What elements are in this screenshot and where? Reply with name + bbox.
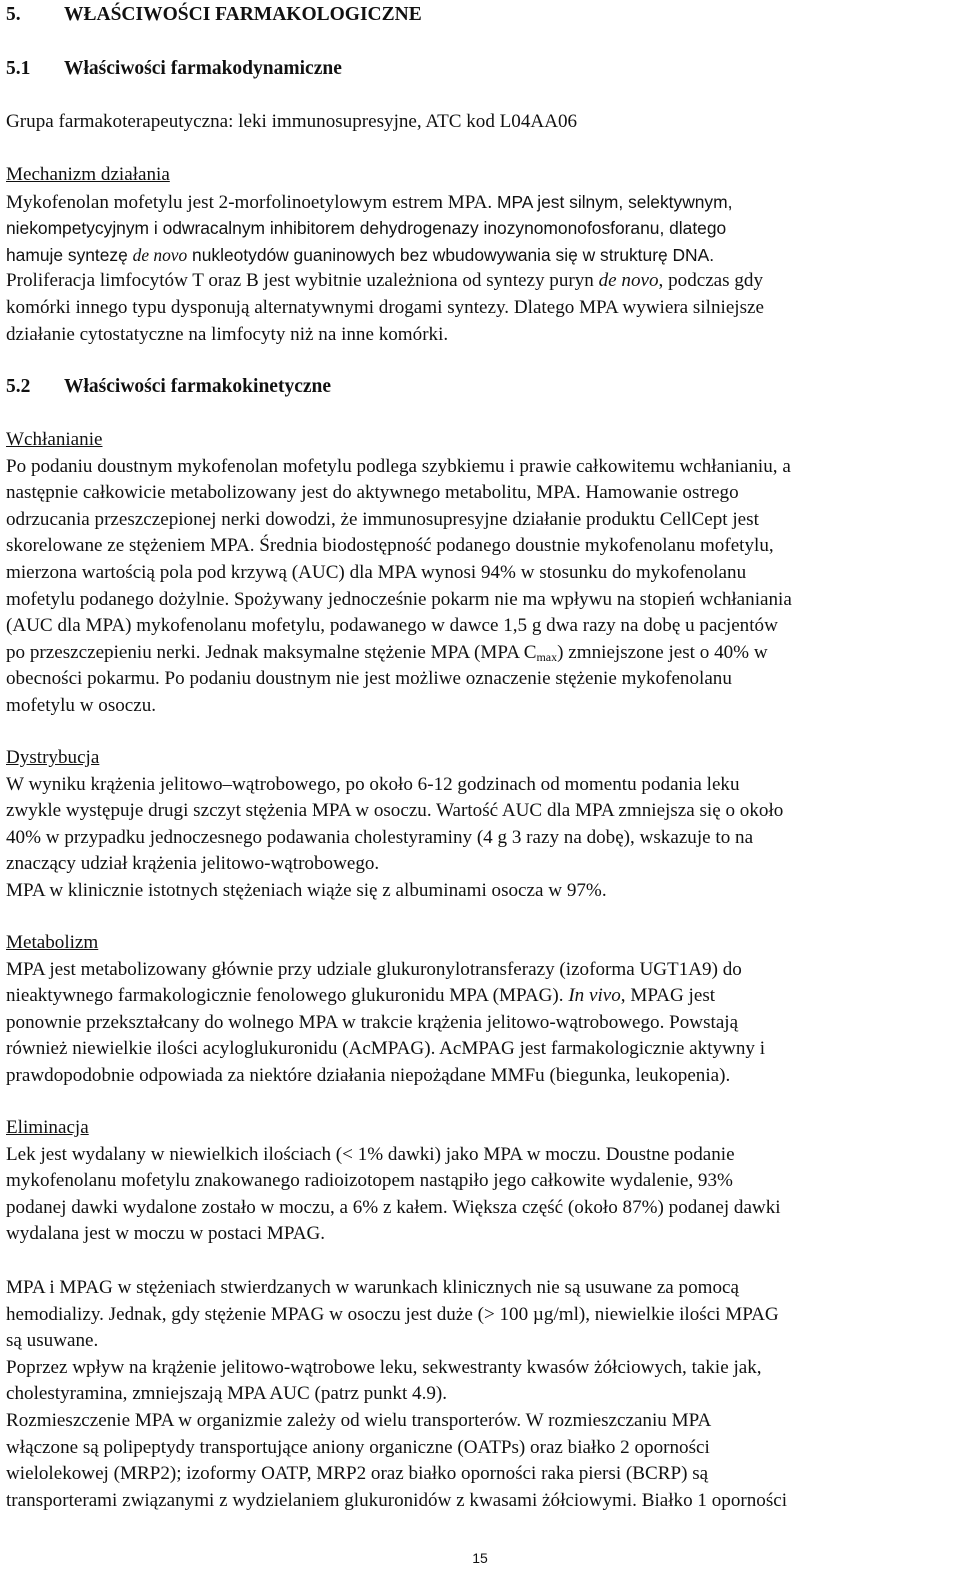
metabolism-line-1: MPA jest metabolizowany głównie przy udziale glukuronylotransferazy (izoforma UGT1A9) do [6, 958, 742, 980]
elimination-line-3: podanej dawki wydalone zostało w moczu, a 6% z kałem. Większa część (około 87%) podanej dawki [6, 1196, 781, 1218]
absorption-line-4: skorelowane ze stężeniem MPA. Średnia biodostępność podanego doustnie mykofenolanu mofetylu, [6, 535, 774, 557]
elimination-line-7: są usuwane. [6, 1330, 99, 1352]
elimination-line-9: cholestyramina, zmniejszają MPA AUC (patrz punkt 4.9). [6, 1383, 448, 1405]
mechanism-line-6: działanie cytostatyczne na limfocyty niż na inne komórki. [6, 323, 449, 345]
absorption-line-8: po przeszczepieniu nerki. Jednak maksymalne stężenie MPA (MPA $C_{max}$) zmniejszone jest o 40% w [6, 641, 768, 664]
elimination-line-11: włączone są polipeptydy transportujące aniony organiczne (OATPs) oraz białko 2 oporności [6, 1436, 710, 1458]
absorption-line-5: mierzona wartością pola pod krzywą (AUC) dla MPA wynosi 94% w stosunku do mykofenolanu [6, 561, 747, 583]
metabolism-section [6, 930, 954, 1090]
elimination-line-6: hemodializy. Jednak, gdy stężenie MPAG w osoczu jest duże (> 100 µg/ml), niewielkie ilości MPAG [6, 1303, 779, 1325]
elimination-line-2: mykofenolanu mofetylu znakowanego radioizotopem nastąpiło jego całkowite wydalenie, 93% [6, 1170, 733, 1192]
elimination-section [6, 1115, 954, 1248]
mechanism-heading: Mechanizm działania [6, 164, 170, 185]
distribution-line-1: W wyniku krążenia jelitowo–wątrobowego, po około 6-12 godzinach od momentu podania leku [6, 773, 740, 795]
section-5-2-number: 5.2 [6, 376, 31, 397]
elimination-continued [6, 1275, 954, 1514]
section-5-1-title: Właściwości farmakodynamiczne [64, 58, 342, 79]
elimination-line-4: wydalana jest w moczu w postaci MPAG. [6, 1223, 326, 1245]
absorption-line-10: mofetylu w osoczu. [6, 694, 157, 716]
metabolism-line-4: również niewielkie ilości acyloglukuronidu (AcMPAG). AcMPAG jest farmakologicznie aktywny i [6, 1038, 766, 1060]
elimination-line-8: Poprzez wpływ na krążenie jelitowo-wątrobowe leku, sekwestranty kwasów żółciowych, takie jak, [6, 1356, 762, 1378]
elimination-line-10: Rozmieszczenie MPA w organizmie zależy od wielu transporterów. W rozmieszczaniu MPA [6, 1409, 712, 1431]
section-5-1-heading [6, 56, 342, 83]
elimination-line-12: wielolekowej (MRP2); izoformy OATP, MRP2 oraz białko oporności raka piersi (BCRP) są [6, 1463, 709, 1485]
mechanism-line-1: Mykofenolan mofetylu jest 2-morfolinoetylowym estrem MPA. MPA jest silnym, selektywnym, [6, 191, 733, 213]
absorption-line-9: obecności pokarmu. Po podaniu doustnym nie jest możliwe oznaczenie stężenie mykofenolanu [6, 668, 732, 690]
metabolism-line-2: nieaktywnego farmakologicznie fenolowego glukuronidu MPA (MPAG). In vivo, MPAG jest [6, 985, 716, 1007]
mechanism-line-4: Proliferacja limfocytów T oraz B jest wybitnie uzależniona od syntezy puryn de novo, podczas gdy [6, 270, 764, 292]
elimination-heading: Eliminacja [6, 1117, 89, 1138]
mechanism-line-3: hamuje syntezę de novo nukleotydów guaninowych bez wbudowywania się w strukturę DNA. [6, 244, 715, 265]
absorption-line-1: Po podaniu doustnym mykofenolan mofetylu podlega szybkiemu i prawie całkowitemu wchłanianiu, a [6, 455, 791, 477]
section-5-heading [6, 2, 422, 29]
elimination-line-5: MPA i MPAG w stężeniach stwierdzanych w warunkach klinicznych nie są usuwane za pomocą [6, 1277, 739, 1298]
absorption-line-6: mofetylu podanego dożylnie. Spożywany jednocześnie pokarm nie ma wpływu na stopień wchłaniania [6, 588, 792, 610]
section-5-2-title: Właściwości farmakokinetyczne [64, 376, 332, 397]
elimination-line-1: Lek jest wydalany w niewielkich ilościach (< 1% dawki) jako MPA w moczu. Doustne podanie [6, 1143, 735, 1165]
absorption-line-7: (AUC dla MPA) mykofenolanu mofetylu, podawanego w dawce 1,5 g dwa razy na dobę u pacjentów [6, 615, 778, 637]
mechanism-line-2: niekompetycyjnym i odwracalnym inhibitorem dehydrogenazy inozynomonofosforanu, dlatego [6, 218, 727, 239]
distribution-line-2: zwykle występuje drugi szczyt stężenia MPA w osoczu. Wartość AUC dla MPA zmniejsza się o około [6, 800, 784, 822]
metabolism-line-5: prawdopodobnie odpowiada za niektóre działania niepożądane MMFu (biegunka, leukopenia). [6, 1064, 731, 1086]
absorption-section [6, 427, 954, 720]
distribution-section [6, 745, 954, 905]
section-5-number: 5. [6, 4, 21, 25]
distribution-line-5: MPA w klinicznie istotnych stężeniach wiąże się z albuminami osocza w 97%. [6, 879, 607, 901]
pharmacotherapeutic-group [6, 109, 954, 136]
distribution-line-4: znaczący udział krążenia jelitowo-wątrobowego. [6, 853, 380, 875]
mechanism-section [6, 162, 954, 348]
mechanism-line-5: komórki innego typu dysponują alternatywnymi drogami syntezy. Dlatego MPA wywiera silniejsze [6, 296, 764, 318]
distribution-heading: Dystrybucja [6, 747, 100, 768]
section-5-2-heading [6, 374, 331, 401]
section-5-title: WŁAŚCIWOŚCI FARMAKOLOGICZNE [64, 4, 422, 25]
absorption-heading: Wchłanianie [6, 429, 103, 450]
group-line: Grupa farmakoterapeutyczna: leki immunosupresyjne, ATC kod L04AA06 [6, 111, 578, 132]
metabolism-heading: Metabolizm [6, 932, 99, 953]
section-5-1-number: 5.1 [6, 58, 31, 79]
metabolism-line-3: ponownie przekształcany do wolnego MPA w trakcie krążenia jelitowo-wątrobowego. Powstają [6, 1011, 739, 1033]
absorption-line-3: odrzucania przeszczepionej nerki dowodzi, że immunosupresyjne działanie produktu CellCept jest [6, 508, 759, 530]
absorption-line-2: następnie całkowicie metabolizowany jest do aktywnego metabolitu, MPA. Hamowanie ostrego [6, 482, 739, 504]
page-number: 15 [472, 1550, 488, 1566]
elimination-line-13: transporterami związanymi z wydzielaniem glukuronidów z kwasami żółciowymi. Białko 1 oporności [6, 1489, 788, 1511]
distribution-line-3: 40% w przypadku jednoczesnego podawania cholestyraminy (4 g 3 razy na dobę), wskazuje to na [6, 826, 754, 848]
